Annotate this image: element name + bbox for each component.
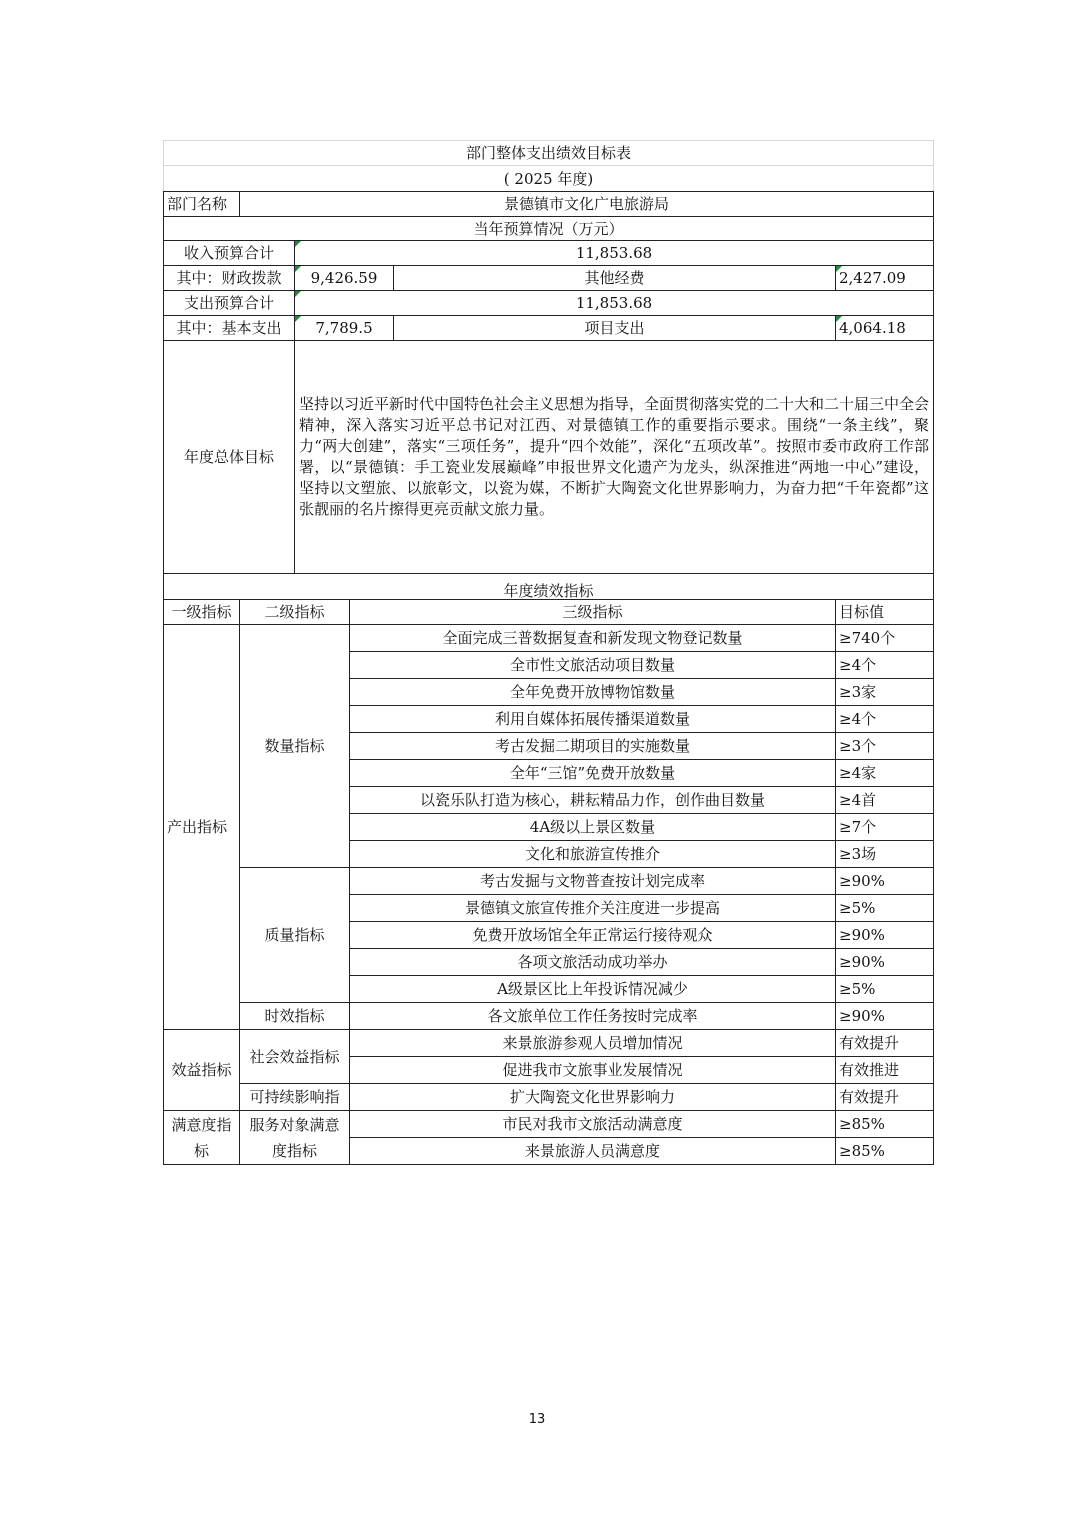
indicator-name: 市民对我市文旅活动满意度 <box>350 1111 836 1138</box>
expense-total-value: 11,853.68 <box>295 291 934 316</box>
indicator-name: 免费开放场馆全年正常运行接待观众 <box>350 922 836 949</box>
indicator-target: ≥90% <box>836 949 934 976</box>
indicator-target: ≥7个 <box>836 814 934 841</box>
fiscal-value: 9,426.59 <box>295 266 394 291</box>
header-level2: 二级指标 <box>240 600 350 625</box>
indicator-name: 全市性文旅活动项目数量 <box>350 652 836 679</box>
header-level1: 一级指标 <box>164 600 240 625</box>
indicator-name: 各文旅单位工作任务按时完成率 <box>350 1003 836 1030</box>
level2-social-benefit: 社会效益指标 <box>240 1030 350 1084</box>
indicator-target: ≥5% <box>836 976 934 1003</box>
department-label: 部门名称 <box>164 192 240 217</box>
performance-target-sheet <box>163 140 933 1165</box>
level2-service-satisfaction: 服务对象满意度指标 <box>240 1111 350 1165</box>
indicator-target: ≥4个 <box>836 652 934 679</box>
indicator-target: ≥740个 <box>836 625 934 652</box>
level2-timeliness: 时效指标 <box>240 1003 350 1030</box>
indicator-target: ≥4首 <box>836 787 934 814</box>
header-target: 目标值 <box>836 600 934 625</box>
indicator-name: 考古发掘二期项目的实施数量 <box>350 733 836 760</box>
level2-quality: 质量指标 <box>240 868 350 1003</box>
indicator-name: 来景旅游参观人员增加情况 <box>350 1030 836 1057</box>
page-number: 13 <box>528 1412 546 1427</box>
other-funds-label: 其他经费 <box>394 266 836 291</box>
indicator-name: 各项文旅活动成功举办 <box>350 949 836 976</box>
indicator-name: 以瓷乐队打造为核心，耕耘精品力作，创作曲目数量 <box>350 787 836 814</box>
indicator-name: 考古发掘与文物普查按计划完成率 <box>350 868 836 895</box>
performance-table <box>163 140 934 1165</box>
level1-output: 产出指标 <box>164 625 240 1030</box>
level1-satisfaction: 满意度指标 <box>164 1111 240 1165</box>
indicator-name: A级景区比上年投诉情况减少 <box>350 976 836 1003</box>
indicator-name: 利用自媒体拓展传播渠道数量 <box>350 706 836 733</box>
basic-expense-value: 7,789.5 <box>295 316 394 341</box>
department-value: 景德镇市文化广电旅游局 <box>240 192 934 217</box>
year-label: ( 2025 年度) <box>164 166 934 192</box>
project-expense-label: 项目支出 <box>394 316 836 341</box>
income-total-label: 收入预算合计 <box>164 241 295 266</box>
level2-quantity: 数量指标 <box>240 625 350 868</box>
indicator-name: 4A级以上景区数量 <box>350 814 836 841</box>
indicator-name: 全年“三馆”免费开放数量 <box>350 760 836 787</box>
income-total-value: 11,853.68 <box>295 241 934 266</box>
expense-total-label: 支出预算合计 <box>164 291 295 316</box>
budget-section-title: 当年预算情况（万元） <box>164 217 934 241</box>
indicator-name: 来景旅游人员满意度 <box>350 1138 836 1165</box>
basic-expense-label: 其中：基本支出 <box>164 316 295 341</box>
indicator-target: ≥4家 <box>836 760 934 787</box>
indicator-target: ≥3家 <box>836 679 934 706</box>
indicator-target: ≥90% <box>836 922 934 949</box>
indicator-target: ≥5% <box>836 895 934 922</box>
indicator-target: ≥3个 <box>836 733 934 760</box>
fiscal-label: 其中：财政拨款 <box>164 266 295 291</box>
indicator-target: 有效提升 <box>836 1030 934 1057</box>
indicator-target: ≥85% <box>836 1111 934 1138</box>
indicator-name: 景德镇文旅宣传推介关注度进一步提高 <box>350 895 836 922</box>
annual-goal-label: 年度总体目标 <box>164 341 295 574</box>
performance-section-title: 年度绩效指标 <box>164 574 934 600</box>
project-expense-value: 4,064.18 <box>836 316 934 341</box>
indicator-target: 有效推进 <box>836 1057 934 1084</box>
indicator-target: ≥4个 <box>836 706 934 733</box>
annual-goal-text: 坚持以习近平新时代中国特色社会主义思想为指导，全面贯彻落实党的二十大和二十届三中全会精神，深入落实习近平总书记对江西、对景德镇工作的重要指示要求。围绕“一条主线”，聚力“两大创建”，落实“三项任务”，提升“四个效能”，深化“五项改革”。按照市委市政府工作部署，以“景德镇：手工瓷业发展巅峰”申报世界文化遗产为龙头，纵深推进“两地一中心”建设，坚持以文塑旅、以旅彰文，以瓷为媒，不断扩大陶瓷文化世界影响力，为奋力把“千年瓷都”这张靓丽的名片擦得更亮贡献文旅力量。 <box>295 341 934 574</box>
indicator-target: 有效提升 <box>836 1084 934 1111</box>
indicator-name: 扩大陶瓷文化世界影响力 <box>350 1084 836 1111</box>
indicator-target: ≥3场 <box>836 841 934 868</box>
indicator-target: ≥90% <box>836 868 934 895</box>
table-title: 部门整体支出绩效目标表 <box>164 141 934 166</box>
indicator-name: 全年免费开放博物馆数量 <box>350 679 836 706</box>
other-funds-value: 2,427.09 <box>836 266 934 291</box>
indicator-name: 全面完成三普数据复查和新发现文物登记数量 <box>350 625 836 652</box>
level1-benefit: 效益指标 <box>164 1030 240 1111</box>
level2-sustainable-impact: 可持续影响指 <box>240 1084 350 1111</box>
indicator-target: ≥90% <box>836 1003 934 1030</box>
indicator-name: 促进我市文旅事业发展情况 <box>350 1057 836 1084</box>
header-level3: 三级指标 <box>350 600 836 625</box>
indicator-target: ≥85% <box>836 1138 934 1165</box>
indicator-name: 文化和旅游宣传推介 <box>350 841 836 868</box>
